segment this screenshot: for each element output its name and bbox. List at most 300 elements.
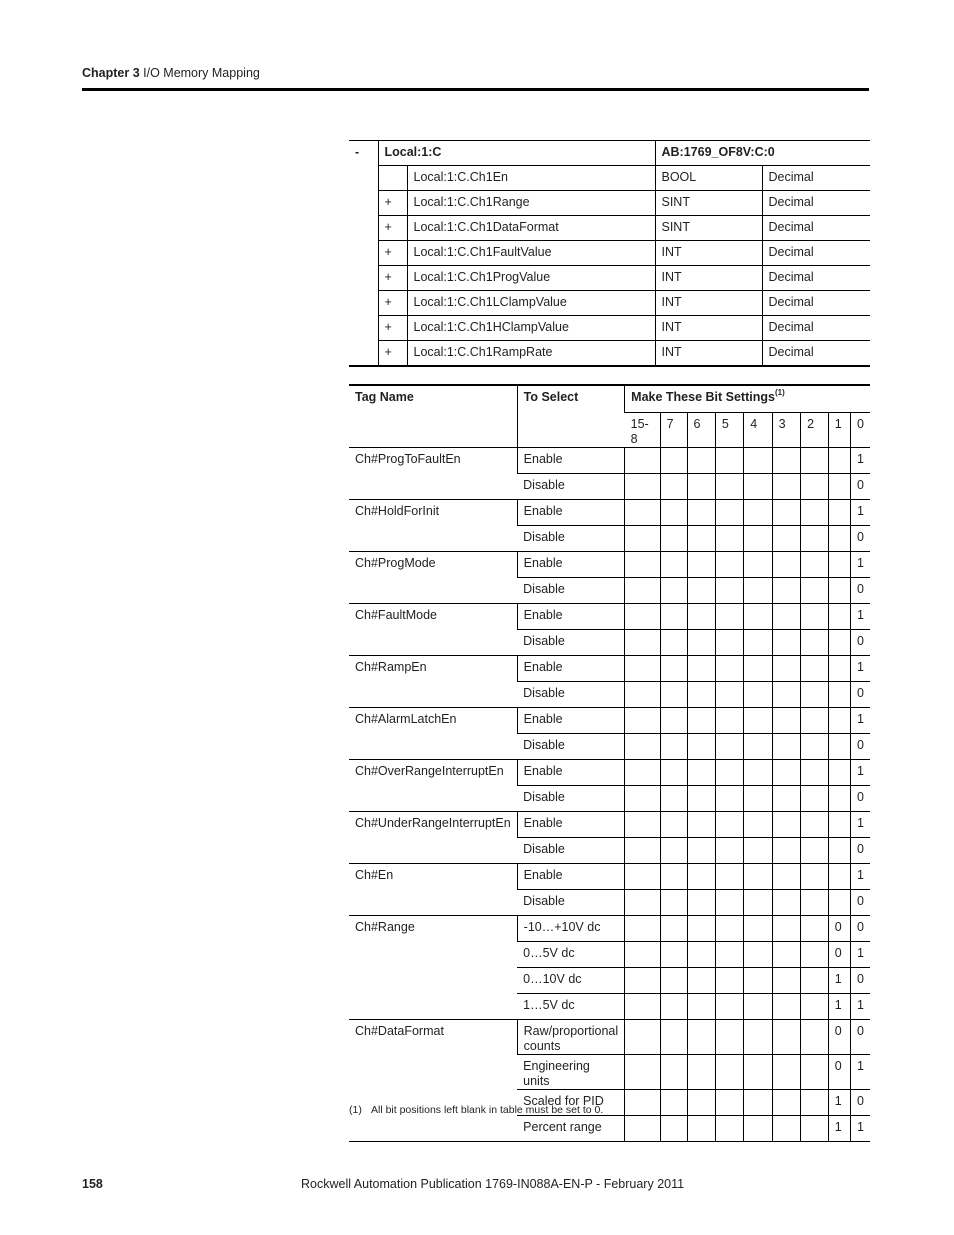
bit-cell-empty xyxy=(660,448,687,474)
bit-cell-empty xyxy=(772,916,800,942)
table-row xyxy=(349,500,870,526)
bit-0-value: 1 xyxy=(851,448,870,474)
bit-1-value xyxy=(828,578,850,604)
bit-cell-empty xyxy=(687,760,715,786)
bit-cell-empty xyxy=(625,604,660,630)
select-option: Enable xyxy=(517,500,625,526)
bit-0-value: 1 xyxy=(851,864,870,890)
bit-cell-empty xyxy=(744,994,772,1020)
table-row xyxy=(349,864,870,890)
expand-sign xyxy=(378,166,407,191)
bit-cell-empty xyxy=(715,1090,743,1116)
data-type: INT xyxy=(655,291,762,316)
select-option: Disable xyxy=(517,890,625,916)
column-header-select: To Select xyxy=(517,385,625,448)
bit-cell-empty xyxy=(625,526,660,552)
footnote-text: All bit positions left blank in table must be set to 0. xyxy=(371,1104,604,1116)
bit-0-value: 1 xyxy=(851,708,870,734)
bit-1-value xyxy=(828,656,850,682)
select-option: Disable xyxy=(517,630,625,656)
bit-cell-empty xyxy=(687,864,715,890)
bit-cell-empty xyxy=(715,708,743,734)
bit-1-value: 0 xyxy=(828,1020,850,1055)
bit-cell-empty xyxy=(801,500,829,526)
bit-1-value xyxy=(828,604,850,630)
bit-cell-empty xyxy=(687,942,715,968)
table-row xyxy=(349,166,870,191)
spacer-cell xyxy=(349,166,378,191)
bit-cell-empty xyxy=(715,630,743,656)
bit-0-value: 0 xyxy=(851,630,870,656)
footnote-ref: (1) xyxy=(774,388,785,397)
bit-cell-empty xyxy=(801,734,829,760)
tag-name: Ch#UnderRangeInterruptEn xyxy=(349,812,517,864)
bit-0-value: 0 xyxy=(851,890,870,916)
bit-cell-empty xyxy=(687,916,715,942)
bit-0-value: 1 xyxy=(851,1116,870,1142)
bit-cell-empty xyxy=(744,1116,772,1142)
column-header-tag: Tag Name xyxy=(349,385,517,448)
bit-cell-empty xyxy=(660,864,687,890)
tag-name: Local:1:C.Ch1En xyxy=(407,166,655,191)
tag-name: Local:1:C.Ch1HClampValue xyxy=(407,316,655,341)
select-option: Percent range xyxy=(517,1116,625,1142)
tag-name: Ch#DataFormat xyxy=(349,1020,517,1142)
data-type: INT xyxy=(655,341,762,366)
bit-cell-empty xyxy=(772,474,800,500)
bit-cell-empty xyxy=(715,1055,743,1090)
bit-cell-empty xyxy=(715,578,743,604)
bit-cell-empty xyxy=(744,604,772,630)
select-option: 0…5V dc xyxy=(517,942,625,968)
bit-cell-empty xyxy=(687,968,715,994)
table-row xyxy=(349,1020,870,1055)
bit-cell-empty xyxy=(715,864,743,890)
bit-1-value: 0 xyxy=(828,916,850,942)
bit-cell-empty xyxy=(772,890,800,916)
bit-cell-empty xyxy=(687,604,715,630)
bit-1-value xyxy=(828,812,850,838)
spacer-cell xyxy=(349,316,378,341)
bit-0-value: 1 xyxy=(851,942,870,968)
bit-cell-empty xyxy=(772,578,800,604)
bit-cell-empty xyxy=(801,1116,829,1142)
bit-cell-empty xyxy=(715,474,743,500)
bit-0-value: 0 xyxy=(851,786,870,812)
table-row xyxy=(349,191,870,216)
bit-cell-empty xyxy=(801,682,829,708)
bit-cell-empty xyxy=(687,1055,715,1090)
bit-cell-empty xyxy=(772,942,800,968)
bit-cell-empty xyxy=(801,812,829,838)
bit-cell-empty xyxy=(660,682,687,708)
table-row xyxy=(349,266,870,291)
tag-name: Local:1:C.Ch1RampRate xyxy=(407,341,655,366)
bit-1-value xyxy=(828,500,850,526)
bit-cell-empty xyxy=(715,526,743,552)
bit-cell-empty xyxy=(801,708,829,734)
bit-cell-empty xyxy=(625,968,660,994)
tag-group-name: Local:1:C xyxy=(378,141,655,166)
expand-sign: + xyxy=(378,266,407,291)
bit-column-label: 6 xyxy=(687,413,715,448)
bit-cell-empty xyxy=(801,994,829,1020)
expand-sign: + xyxy=(378,191,407,216)
bit-cell-empty xyxy=(660,1055,687,1090)
bit-1-value: 1 xyxy=(828,1116,850,1142)
bit-cell-empty xyxy=(744,968,772,994)
column-header-bits xyxy=(625,385,870,413)
bit-cell-empty xyxy=(744,942,772,968)
bit-1-value: 1 xyxy=(828,1090,850,1116)
bit-cell-empty xyxy=(801,916,829,942)
bit-cell-empty xyxy=(625,812,660,838)
bit-cell-empty xyxy=(660,1020,687,1055)
bit-cell-empty xyxy=(715,734,743,760)
bit-cell-empty xyxy=(715,604,743,630)
bit-cell-empty xyxy=(625,734,660,760)
bit-cell-empty xyxy=(801,604,829,630)
bit-cell-empty xyxy=(715,682,743,708)
bit-column-label: 5 xyxy=(715,413,743,448)
bit-cell-empty xyxy=(744,812,772,838)
bit-cell-empty xyxy=(660,578,687,604)
bit-1-value xyxy=(828,734,850,760)
bit-cell-empty xyxy=(744,734,772,760)
select-option: Enable xyxy=(517,812,625,838)
bit-0-value: 1 xyxy=(851,760,870,786)
bit-0-value: 1 xyxy=(851,552,870,578)
bit-cell-empty xyxy=(687,812,715,838)
bit-1-value xyxy=(828,864,850,890)
bit-column-label: 7 xyxy=(660,413,687,448)
bit-cell-empty xyxy=(660,474,687,500)
bit-cell-empty xyxy=(744,682,772,708)
bit-cell-empty xyxy=(715,552,743,578)
bit-1-value xyxy=(828,552,850,578)
table-row xyxy=(349,708,870,734)
bit-cell-empty xyxy=(801,838,829,864)
data-type: INT xyxy=(655,316,762,341)
bit-cell-empty xyxy=(715,448,743,474)
bit-cell-empty xyxy=(772,682,800,708)
bit-cell-empty xyxy=(625,994,660,1020)
bit-cell-empty xyxy=(625,1090,660,1116)
table-row xyxy=(349,448,870,474)
bit-0-value: 0 xyxy=(851,578,870,604)
data-type: SINT xyxy=(655,216,762,241)
bit-cell-empty xyxy=(772,994,800,1020)
bit-cell-empty xyxy=(715,760,743,786)
bit-cell-empty xyxy=(660,630,687,656)
table-header-row xyxy=(349,141,870,166)
select-option: Disable xyxy=(517,578,625,604)
bit-cell-empty xyxy=(660,734,687,760)
tag-name: Ch#Range xyxy=(349,916,517,1020)
bit-cell-empty xyxy=(772,734,800,760)
bit-cell-empty xyxy=(715,786,743,812)
bit-cell-empty xyxy=(744,474,772,500)
display-style: Decimal xyxy=(762,216,870,241)
bit-cell-empty xyxy=(772,786,800,812)
bit-cell-empty xyxy=(687,838,715,864)
table-row xyxy=(349,341,870,366)
bit-cell-empty xyxy=(801,552,829,578)
data-type: INT xyxy=(655,241,762,266)
bit-cell-empty xyxy=(801,864,829,890)
running-header xyxy=(82,66,260,80)
select-option: 1…5V dc xyxy=(517,994,625,1020)
table-row xyxy=(349,916,870,942)
bit-1-value: 1 xyxy=(828,968,850,994)
bit-cell-empty xyxy=(744,708,772,734)
select-option: Raw/proportional counts xyxy=(517,1020,625,1055)
bit-cell-empty xyxy=(801,630,829,656)
bit-cell-empty xyxy=(801,656,829,682)
bit-1-value xyxy=(828,474,850,500)
bit-cell-empty xyxy=(660,500,687,526)
bit-settings-table xyxy=(349,384,870,1142)
bit-cell-empty xyxy=(715,838,743,864)
tag-name: Local:1:C.Ch1LClampValue xyxy=(407,291,655,316)
select-option: Engineering units xyxy=(517,1055,625,1090)
bit-cell-empty xyxy=(660,942,687,968)
spacer-cell xyxy=(349,291,378,316)
select-option: Enable xyxy=(517,448,625,474)
tag-name: Local:1:C.Ch1Range xyxy=(407,191,655,216)
bit-cell-empty xyxy=(687,578,715,604)
bit-cell-empty xyxy=(687,448,715,474)
spacer-cell xyxy=(349,241,378,266)
bit-1-value: 0 xyxy=(828,1055,850,1090)
bit-cell-empty xyxy=(715,1020,743,1055)
footnote xyxy=(349,1104,603,1116)
display-style: Decimal xyxy=(762,166,870,191)
bit-cell-empty xyxy=(744,864,772,890)
bit-cell-empty xyxy=(715,994,743,1020)
bit-cell-empty xyxy=(772,526,800,552)
bit-cell-empty xyxy=(744,552,772,578)
bit-cell-empty xyxy=(801,890,829,916)
bit-cell-empty xyxy=(660,838,687,864)
bit-column-label: 4 xyxy=(744,413,772,448)
bit-cell-empty xyxy=(625,760,660,786)
tag-name: Ch#En xyxy=(349,864,517,916)
bit-cell-empty xyxy=(687,890,715,916)
bit-cell-empty xyxy=(660,1090,687,1116)
bit-cell-empty xyxy=(772,604,800,630)
bit-cell-empty xyxy=(772,1020,800,1055)
bit-cell-empty xyxy=(625,682,660,708)
bit-cell-empty xyxy=(660,968,687,994)
table-row xyxy=(349,216,870,241)
bits-header-label: Make These Bit Settings xyxy=(631,390,775,404)
spacer-cell xyxy=(349,341,378,366)
bit-cell-empty xyxy=(660,760,687,786)
bit-cell-empty xyxy=(660,708,687,734)
bit-0-value: 0 xyxy=(851,526,870,552)
bit-cell-empty xyxy=(744,656,772,682)
bit-cell-empty xyxy=(660,552,687,578)
select-option: Disable xyxy=(517,526,625,552)
bit-cell-empty xyxy=(772,448,800,474)
bit-cell-empty xyxy=(715,656,743,682)
bit-cell-empty xyxy=(801,578,829,604)
bit-cell-empty xyxy=(772,812,800,838)
bit-cell-empty xyxy=(772,500,800,526)
bit-cell-empty xyxy=(660,994,687,1020)
data-type: INT xyxy=(655,266,762,291)
bit-cell-empty xyxy=(772,1116,800,1142)
bit-column-label: 2 xyxy=(801,413,829,448)
bit-1-value xyxy=(828,682,850,708)
bit-1-value: 1 xyxy=(828,994,850,1020)
bit-cell-empty xyxy=(625,1116,660,1142)
bit-cell-empty xyxy=(744,916,772,942)
bit-cell-empty xyxy=(660,916,687,942)
bit-cell-empty xyxy=(744,448,772,474)
bit-cell-empty xyxy=(772,1090,800,1116)
bit-cell-empty xyxy=(625,708,660,734)
tag-name: Ch#OverRangeInterruptEn xyxy=(349,760,517,812)
bit-cell-empty xyxy=(625,552,660,578)
table-row xyxy=(349,604,870,630)
bit-cell-empty xyxy=(625,656,660,682)
display-style: Decimal xyxy=(762,316,870,341)
bit-cell-empty xyxy=(687,552,715,578)
bit-1-value xyxy=(828,630,850,656)
expand-sign: + xyxy=(378,241,407,266)
bit-cell-empty xyxy=(625,838,660,864)
bit-cell-empty xyxy=(801,474,829,500)
bit-cell-empty xyxy=(625,500,660,526)
tag-name: Local:1:C.Ch1ProgValue xyxy=(407,266,655,291)
tag-config-table xyxy=(349,140,870,367)
table-row xyxy=(349,552,870,578)
select-option: Enable xyxy=(517,708,625,734)
bit-cell-empty xyxy=(660,1116,687,1142)
bit-0-value: 0 xyxy=(851,838,870,864)
bit-cell-empty xyxy=(715,890,743,916)
bit-cell-empty xyxy=(715,942,743,968)
bit-0-value: 0 xyxy=(851,1090,870,1116)
table-row xyxy=(349,291,870,316)
tag-name: Ch#HoldForInit xyxy=(349,500,517,552)
bit-column-label: 1 xyxy=(828,413,850,448)
bit-1-value xyxy=(828,786,850,812)
bit-1-value xyxy=(828,708,850,734)
select-option: Disable xyxy=(517,474,625,500)
bit-0-value: 0 xyxy=(851,1020,870,1055)
bit-cell-empty xyxy=(744,760,772,786)
bit-cell-empty xyxy=(801,1090,829,1116)
bit-cell-empty xyxy=(625,1055,660,1090)
select-option: -10…+10V dc xyxy=(517,916,625,942)
bit-cell-empty xyxy=(715,812,743,838)
bit-0-value: 0 xyxy=(851,682,870,708)
display-style: Decimal xyxy=(762,341,870,366)
tag-name: Ch#RampEn xyxy=(349,656,517,708)
table-header-row xyxy=(349,385,870,413)
bit-0-value: 0 xyxy=(851,916,870,942)
bit-0-value: 0 xyxy=(851,968,870,994)
select-option: 0…10V dc xyxy=(517,968,625,994)
bit-cell-empty xyxy=(687,474,715,500)
select-option: Enable xyxy=(517,656,625,682)
table-row xyxy=(349,760,870,786)
bit-0-value: 1 xyxy=(851,500,870,526)
bit-1-value xyxy=(828,526,850,552)
bit-cell-empty xyxy=(660,604,687,630)
bit-cell-empty xyxy=(772,838,800,864)
bit-cell-empty xyxy=(625,916,660,942)
bit-cell-empty xyxy=(744,786,772,812)
bit-cell-empty xyxy=(801,526,829,552)
tag-name: Ch#ProgToFaultEn xyxy=(349,448,517,500)
bit-0-value: 1 xyxy=(851,656,870,682)
tag-name: Ch#AlarmLatchEn xyxy=(349,708,517,760)
select-option: Disable xyxy=(517,838,625,864)
bit-cell-empty xyxy=(625,630,660,656)
bit-cell-empty xyxy=(772,760,800,786)
page-number: 158 xyxy=(82,1177,103,1191)
bit-cell-empty xyxy=(625,786,660,812)
bit-cell-empty xyxy=(625,890,660,916)
tag-name: Local:1:C.Ch1FaultValue xyxy=(407,241,655,266)
bit-cell-empty xyxy=(772,708,800,734)
bit-cell-empty xyxy=(744,526,772,552)
bit-cell-empty xyxy=(660,656,687,682)
bit-cell-empty xyxy=(801,1020,829,1055)
spacer-cell xyxy=(349,216,378,241)
bit-cell-empty xyxy=(715,500,743,526)
bit-cell-empty xyxy=(744,1090,772,1116)
expand-sign: + xyxy=(378,316,407,341)
bit-cell-empty xyxy=(625,864,660,890)
bit-cell-empty xyxy=(687,994,715,1020)
bit-cell-empty xyxy=(772,968,800,994)
bit-cell-empty xyxy=(715,916,743,942)
collapse-sign: - xyxy=(349,141,378,166)
bit-column-label: 3 xyxy=(772,413,800,448)
chapter-label: Chapter 3 xyxy=(82,66,140,80)
bit-1-value xyxy=(828,838,850,864)
bit-cell-empty xyxy=(687,734,715,760)
bit-cell-empty xyxy=(715,1116,743,1142)
bit-0-value: 1 xyxy=(851,1055,870,1090)
bit-cell-empty xyxy=(660,812,687,838)
bit-cell-empty xyxy=(660,526,687,552)
bit-cell-empty xyxy=(687,682,715,708)
bit-column-label: 0 xyxy=(851,413,870,448)
bit-cell-empty xyxy=(687,708,715,734)
select-option: Scaled for PID xyxy=(517,1090,625,1116)
publication-info: Rockwell Automation Publication 1769-IN088A-EN-P - February 2011 xyxy=(301,1177,685,1191)
bit-cell-empty xyxy=(687,1116,715,1142)
bit-1-value xyxy=(828,760,850,786)
spacer-cell xyxy=(349,266,378,291)
bit-0-value: 1 xyxy=(851,604,870,630)
bit-cell-empty xyxy=(744,500,772,526)
bit-cell-empty xyxy=(801,942,829,968)
bit-cell-empty xyxy=(660,786,687,812)
expand-sign: + xyxy=(378,216,407,241)
bit-cell-empty xyxy=(687,1020,715,1055)
expand-sign: + xyxy=(378,341,407,366)
bit-cell-empty xyxy=(744,630,772,656)
bit-column-label: 15-8 xyxy=(625,413,660,448)
bit-cell-empty xyxy=(772,864,800,890)
